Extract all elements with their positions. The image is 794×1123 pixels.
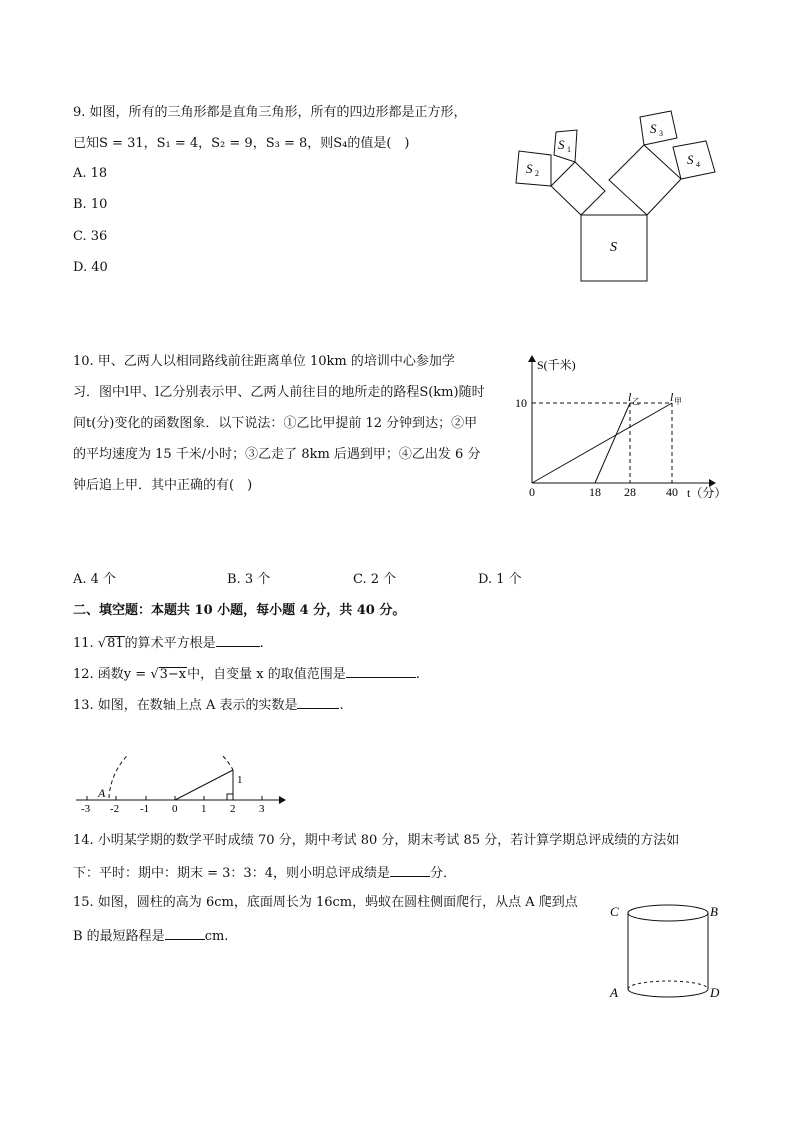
label-s1-sub: 1 <box>567 145 571 154</box>
height-label: 1 <box>237 774 243 786</box>
series-line-0 <box>532 403 672 483</box>
point-b-label: B <box>710 904 718 919</box>
q10-option-c: C. 2 个 <box>353 572 397 587</box>
point-c-label: C <box>610 904 619 919</box>
q10-distance-time-chart <box>505 350 730 505</box>
square-s3 <box>640 111 677 145</box>
label-s1: S <box>558 137 565 152</box>
point-a-label: A <box>98 786 106 800</box>
q14-answer-blank <box>390 863 430 877</box>
q9-stem-line2: 已知S = 31，S₁ = 4，S₂ = 9，S₃ = 8，则S₄的值是( ) <box>73 136 410 151</box>
q11-prefix: 11. <box>73 636 98 651</box>
square-right-mid <box>609 145 681 215</box>
series-line-1 <box>595 403 630 483</box>
label-s2-sub: 2 <box>535 169 539 178</box>
series-label-1: l <box>628 390 632 404</box>
q15-line2-a: B 的最短路程是 <box>73 929 165 944</box>
series-label-sub-0: 甲 <box>674 397 682 406</box>
y-tick-label: 10 <box>515 396 527 410</box>
bottom-back-arc <box>628 981 708 989</box>
q13-number-line-figure <box>70 755 295 815</box>
q10-stem-line5: 钟后追上甲．其中正确的有( ) <box>73 478 253 493</box>
q10-stem-line3: 间t(分)变化的函数图象．以下说法：①乙比甲提前 12 分钟到达；②甲 <box>73 416 478 431</box>
q9-stem-line1: 9. 如图，所有的三角形都是直角三角形，所有的四边形都是正方形， <box>73 105 467 120</box>
q13-answer-blank <box>297 695 339 709</box>
q9-option-d: D. 40 <box>73 260 108 275</box>
q11: 11. √81的算术平方根是 . <box>73 633 264 653</box>
q12-prefix: 12. 函数y = <box>73 667 151 682</box>
q12-radicand: 3−x <box>159 667 187 682</box>
point-a-label: A <box>610 985 618 1000</box>
label-s4-sub: 4 <box>696 160 700 169</box>
square-s4 <box>673 141 715 179</box>
q15-line2-b: cm. <box>204 929 229 944</box>
sqrt-sign-icon: √ <box>97 636 107 651</box>
x-axis-label: t（分） <box>687 486 727 500</box>
q9-squares-figure <box>505 105 725 287</box>
q10-stem-line2: 习．图中l甲、l乙分别表示甲、乙两人前往目的地所走的路程S(km)随时 <box>73 385 485 400</box>
q13: 13. 如图，在数轴上点 A 表示的实数是 . <box>73 695 344 715</box>
series-label-0: l <box>670 390 674 404</box>
q10-stem-line4: 的平均速度为 15 千米/小时；③乙走了 8km 后遇到甲；④乙出发 6 分 <box>73 447 481 462</box>
label-s3-sub: 3 <box>659 129 663 138</box>
tick-label: 0 <box>172 803 178 815</box>
compass-arc <box>109 755 233 798</box>
q10-option-a: A. 4 个 <box>73 572 117 587</box>
q15-stem-line2 <box>73 926 228 946</box>
tick-label: 3 <box>259 803 265 815</box>
q14-line2-b: 分． <box>429 866 456 881</box>
q11-suffix: 的算术平方根是 <box>124 636 216 651</box>
q10-option-b: B. 3 个 <box>227 572 271 587</box>
q11-answer-blank <box>216 633 260 647</box>
tick-label: -3 <box>81 803 91 815</box>
q13-stem: 13. 如图，在数轴上点 A 表示的实数是 <box>73 698 298 713</box>
q10-option-d: D. 1 个 <box>478 572 522 587</box>
bottom-front-arc <box>628 989 708 997</box>
x-tick-label: 18 <box>589 485 601 499</box>
tick-label: -2 <box>110 803 120 815</box>
tick-label: -1 <box>140 803 150 815</box>
point-d-label: D <box>710 985 720 1000</box>
q14-line2-a: 下：平时：期中：期末 = 3：3：4，则小明总评成绩是 <box>73 866 390 881</box>
q14-stem-line1: 14. 小明某学期的数学平时成绩 70 分，期中考试 80 分，期末考试 85 分，若计算学期总评成绩的方法如 <box>73 833 680 848</box>
top-ellipse <box>628 905 708 921</box>
sqrt-sign-icon: √ <box>150 667 159 682</box>
q12-answer-blank <box>346 664 416 678</box>
q9-option-b: B. 10 <box>73 197 108 212</box>
x-tick-label: 28 <box>624 485 636 499</box>
right-angle-mark <box>227 794 233 800</box>
q15-answer-blank <box>165 926 205 940</box>
q12-suffix: 中，自变量 x 的取值范围是 <box>187 667 346 682</box>
label-s3: S <box>650 121 657 136</box>
q12: 12. 函数y = √3−x中，自变量 x 的取值范围是 . <box>73 664 420 684</box>
q11-radicand: 81 <box>107 636 124 651</box>
x-tick-label: 40 <box>666 485 678 499</box>
label-s2: S <box>526 161 533 176</box>
square-s2 <box>516 151 551 186</box>
label-s4: S <box>687 152 694 167</box>
q15-stem-line1: 15. 如图，圆柱的高为 6cm，底面周长为 16cm，蚂蚁在圆柱侧面爬行，从点 A 爬到点 <box>73 895 578 910</box>
q9-option-c: C. 36 <box>73 229 108 244</box>
q15-cylinder-figure <box>606 897 726 1005</box>
x-tick-label: 0 <box>529 485 535 499</box>
tick-label: 1 <box>201 803 207 815</box>
hypotenuse <box>175 770 233 800</box>
section-2-title: 二、填空题：本题共 10 小题，每小题 4 分，共 40 分。 <box>73 603 406 618</box>
q14-stem-line2 <box>73 863 456 883</box>
square-left-mid <box>551 162 605 215</box>
y-axis-label: S(千米) <box>537 358 576 372</box>
label-s: S <box>610 240 617 255</box>
q9-option-a: A. 18 <box>73 166 108 181</box>
tick-label: 2 <box>230 803 236 815</box>
q10-stem-line1: 10. 甲、乙两人以相同路线前往距离单位 10km 的培训中心参加学 <box>73 354 455 369</box>
series-label-sub-1: 乙 <box>632 397 640 406</box>
